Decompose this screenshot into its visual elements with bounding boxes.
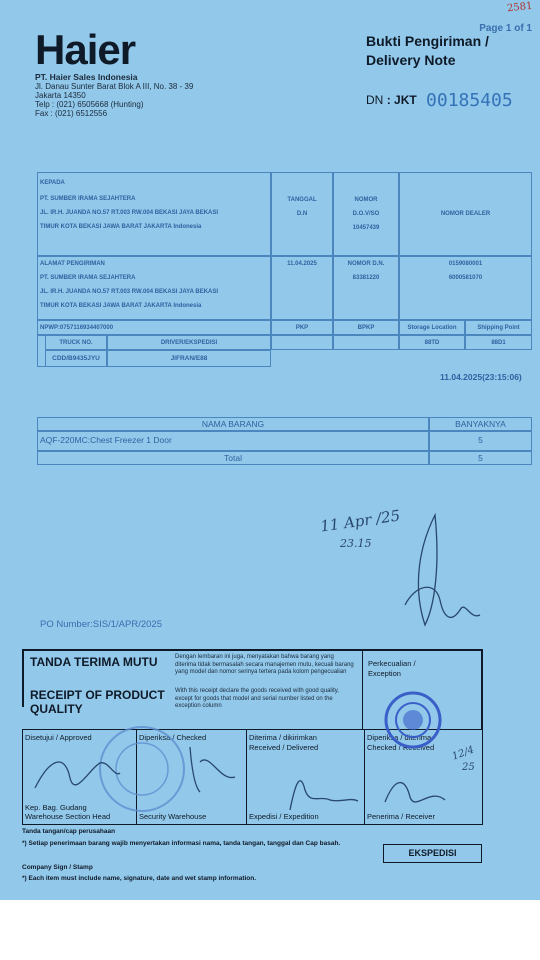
dealer-label: NOMOR DEALER xyxy=(440,211,491,217)
dn-label: DN xyxy=(366,93,384,107)
exception-label-1: Perkecualian / xyxy=(368,659,416,668)
truck-value-cell xyxy=(45,350,107,367)
total-label-cell xyxy=(37,451,429,465)
items-col-qty: BANYAKNYA xyxy=(455,419,506,429)
truck-label: TRUCK NO. xyxy=(59,340,93,346)
delivered-signature xyxy=(280,765,360,815)
date-sub-label: D.N xyxy=(296,211,308,217)
shipping-address-cell xyxy=(37,256,271,320)
signature-col-1-rule xyxy=(22,729,23,824)
shipping-point-label: Shipping Point xyxy=(477,325,520,331)
dealer-number-2: 6000581070 xyxy=(448,275,483,281)
recipient-cell xyxy=(37,172,271,256)
delivered-footer: Expedisi / Expedition xyxy=(249,812,319,821)
document-title xyxy=(366,32,489,70)
approved-label: Disetujui / Approved xyxy=(25,733,92,742)
receipt-top-rule xyxy=(22,649,482,651)
item-row-name-cell xyxy=(37,431,429,451)
company-info xyxy=(35,73,193,118)
signature-col-4-rule xyxy=(364,729,365,824)
driver-header-cell xyxy=(107,335,271,350)
company-address-2: Jakarta 14350 xyxy=(35,91,86,100)
approved-signature xyxy=(30,748,125,803)
date-label: TANGGAL xyxy=(287,197,317,203)
recipient-label: KEPADA xyxy=(40,180,65,186)
storage-location-value: 88TD xyxy=(424,340,440,346)
item-row-qty-cell xyxy=(429,431,532,451)
dealer-header-cell xyxy=(399,172,532,256)
storage-value-cell xyxy=(399,335,465,350)
bpkp-label: BPKP xyxy=(357,325,375,331)
dealer-value-cell xyxy=(399,256,532,320)
checked-footer: Security Warehouse xyxy=(139,812,207,821)
footer-line-2: *) Setiap penerimaan barang wajib menyertakan informasi nama, tanda tangan, tanggal dan Cap basah. xyxy=(22,840,341,847)
items-header-name-cell xyxy=(37,417,429,431)
recipient-address-1: JL. IR.H. JUANDA NO.57 RT.003 RW.004 BEKASI JAYA BEKASI xyxy=(40,210,219,216)
date-value-cell xyxy=(271,256,333,320)
number-header-cell xyxy=(333,172,399,256)
signature-col-3-rule xyxy=(246,729,247,824)
shipping-name: PT. SUMBER IRAMA SEJAHTERA xyxy=(40,275,136,281)
receipt-left-bracket xyxy=(22,649,24,707)
bpkp-value-cell xyxy=(333,335,399,350)
receipt-text-en: With this receipt declare the goods received with good quality, except for goods that model and serial number listed on the exception column xyxy=(175,688,339,709)
checked-received-label-2: Checked / Received xyxy=(367,743,435,752)
handwritten-time: 23.15 xyxy=(340,537,372,550)
company-phone: Telp : (021) 6505668 (Hunting) xyxy=(35,100,144,109)
handwritten-side-note-2: 25 xyxy=(462,762,475,773)
print-timestamp: 11.04.2025(23:15:06) xyxy=(440,372,522,382)
shipping-address-label: ALAMAT PENGIRIMAN xyxy=(40,261,105,267)
driver-label: DRIVER/EKSPEDISI xyxy=(160,340,218,346)
dealer-number-1: 0159080001 xyxy=(448,261,483,267)
do-so-label: D.O.V/SO xyxy=(352,211,380,217)
item-name: AQF-220MC:Chest Freezer 1 Door xyxy=(40,435,172,445)
total-value: 5 xyxy=(478,453,483,463)
document-title-id: Bukti Pengiriman / xyxy=(366,33,489,49)
npwp: NPWP:0757116934407000 xyxy=(40,325,114,331)
npwp-cell xyxy=(37,320,271,335)
dn-number-cell xyxy=(333,256,399,320)
po-number: PO Number:SIS/1/APR/2025 xyxy=(40,619,162,630)
approved-footer-2: Warehouse Section Head xyxy=(25,812,111,821)
shipping-address-1: JL. IR.H. JUANDA NO.57 RT.003 RW.004 BEKASI JAYA BEKASI xyxy=(40,289,219,295)
storage-header-cell xyxy=(399,320,465,335)
company-fax: Fax : (021) 6512556 xyxy=(35,109,108,118)
shipping-point-header-cell xyxy=(465,320,532,335)
truck-header-cell xyxy=(45,335,107,350)
delivered-label-1: Diterima / dikirimkan xyxy=(249,733,317,742)
signature-bottom-rule xyxy=(22,824,483,825)
recipient-name: PT. SUMBER IRAMA SEJAHTERA xyxy=(40,196,136,202)
delivered-label-2: Received / Delivered xyxy=(249,743,319,752)
checked-label: Diperiksa / Checked xyxy=(139,733,207,742)
recipient-address-2: TIMUR KOTA BEKASI JAWA BARAT JAKARTA Indonesia xyxy=(40,224,202,230)
checked-signature xyxy=(180,742,240,797)
ekspedisi-box: EKSPEDISI xyxy=(383,844,482,863)
haier-logo: Haier xyxy=(35,26,136,73)
shipping-address-2: TIMUR KOTA BEKASI JAWA BARAT JAKARTA Indonesia xyxy=(40,303,202,309)
number-label: NOMOR xyxy=(354,197,378,203)
dn-number-label: NOMOR D.N. xyxy=(347,261,385,267)
receipt-right-rule xyxy=(481,649,483,729)
dn-number-value: 83381220 xyxy=(352,275,380,281)
date-header-cell xyxy=(271,172,333,256)
checked-received-label-1: Diperiksa / diterima xyxy=(367,733,432,742)
handwritten-note: 2581 xyxy=(506,0,533,15)
received-signature xyxy=(380,772,450,817)
received-footer: Penerima / Receiver xyxy=(367,812,435,821)
bpkp-cell xyxy=(333,320,399,335)
item-qty: 5 xyxy=(478,435,483,445)
shipping-point-value: 88D1 xyxy=(491,340,506,346)
signature-col-5-rule xyxy=(482,729,483,824)
footer-line-1: Tanda tangan/cap perusahaan xyxy=(22,828,116,835)
exception-label-2: Exception xyxy=(368,669,401,678)
dn-number: 00185405 xyxy=(426,90,513,111)
receipt-title-id: TANDA TERIMA MUTU xyxy=(30,655,158,669)
truck-number: CDD/B9435JYU xyxy=(52,355,100,362)
handwritten-side-note-1: 12/4 xyxy=(450,744,476,763)
approved-footer-1: Kep. Bag. Gudang xyxy=(25,803,87,812)
receipt-text-id: Dengan lembaran ini juga, menyatakan bahwa barang yang diterima tidak bermasalah secara manajemen mutu, kecuali barang yang model dan nomor serinya tertera pada kolom pengecualian xyxy=(175,654,354,675)
storage-location-label: Storage Location xyxy=(407,325,457,331)
footer-line-4: *) Each item must include name, signature, date and wet stamp information. xyxy=(22,875,257,882)
company-address-1: Jl. Danau Sunter Barat Blok A III, No. 38 - 39 xyxy=(35,82,194,91)
footer-line-3: Company Sign / Stamp xyxy=(22,864,93,871)
page-number: Page 1 of 1 xyxy=(479,23,532,34)
receipt-title-en-1: RECEIPT OF PRODUCT xyxy=(30,688,165,702)
handwritten-date: 11 Apr /25 xyxy=(319,506,402,536)
do-so-number: 10457439 xyxy=(352,225,380,231)
shipping-point-value-cell xyxy=(465,335,532,350)
company-name: PT. Haier Sales Indonesia xyxy=(35,72,138,82)
dn-code: : JKT xyxy=(386,93,417,107)
items-col-name: NAMA BARANG xyxy=(201,419,265,429)
delivery-date: 11.04.2025 xyxy=(287,261,317,267)
pkp-cell xyxy=(271,320,333,335)
receipt-divider xyxy=(362,649,363,729)
items-header-qty-cell xyxy=(429,417,532,431)
document-title-en: Delivery Note xyxy=(366,52,456,68)
pkp-value-cell xyxy=(271,335,333,350)
dn-number-line xyxy=(366,90,513,111)
total-value-cell xyxy=(429,451,532,465)
receipt-title-en-2: QUALITY xyxy=(30,702,83,716)
driver-name: JIFRAN/E88 xyxy=(170,355,208,362)
driver-value-cell xyxy=(107,350,271,367)
pkp-label: PKP xyxy=(295,325,309,331)
handwritten-signature xyxy=(395,505,485,645)
company-stamp xyxy=(383,690,443,750)
total-label: Total xyxy=(224,453,242,463)
